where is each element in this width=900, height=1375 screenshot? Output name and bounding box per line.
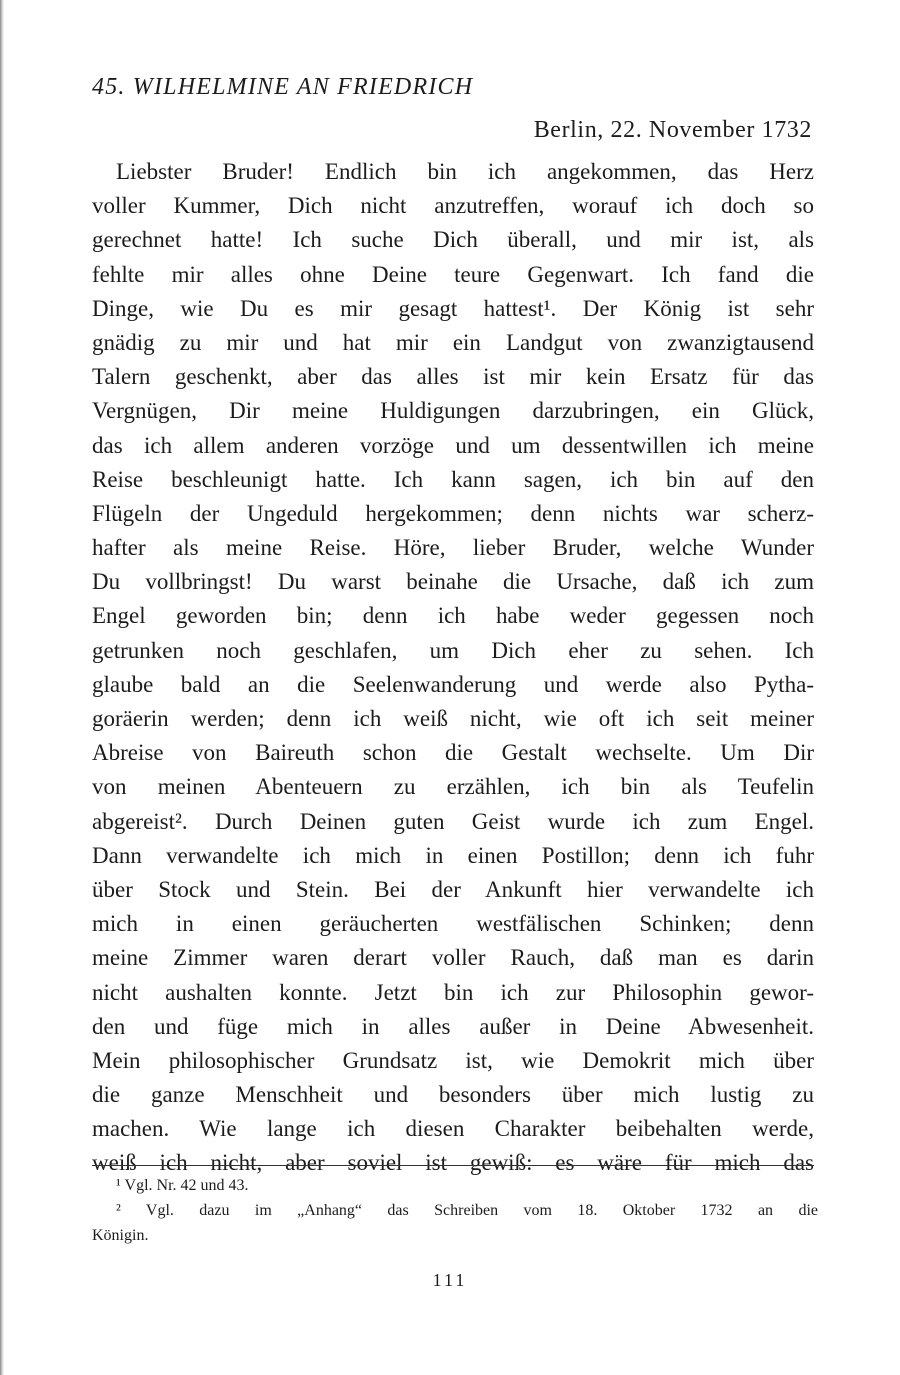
body-line: Talern geschenkt, aber das alles ist mir kein Ersatz für das (92, 364, 814, 390)
body-line: das ich allem anderen vorzöge und um dessentwillen ich meine (92, 432, 814, 458)
body-line: Dann verwandelte ich mich in einen Postillon; denn ich fuhr (92, 842, 814, 868)
body-line: hafter als meine Reise. Höre, lieber Bruder, welche Wunder (92, 535, 814, 561)
body-line: fehlte mir alles ohne Deine teure Gegenwart. Ich fand die (92, 261, 814, 287)
footnote-1: ¹ Vgl. Nr. 42 und 43. (116, 1177, 249, 1194)
footnote-2-line-2: Königin. (92, 1227, 149, 1244)
body-line: weiß ich nicht, aber soviel ist gewiß: es wäre für mich das (92, 1150, 814, 1176)
body-line: Dinge, wie Du es mir gesagt hattest¹. Der König ist sehr (92, 295, 814, 321)
page-number: 111 (432, 1270, 468, 1290)
page-binding-edge (0, 0, 4, 1375)
footnote-2-line-1: ² Vgl. dazu im „Anhang“ das Schreiben vom 18. Oktober 1732 an die (116, 1202, 818, 1219)
body-line: voller Kummer, Dich nicht anzutreffen, worauf ich doch so (92, 193, 814, 219)
body-line: Abreise von Baireuth schon die Gestalt wechselte. Um Dir (92, 740, 814, 766)
footnote-divider (92, 1165, 814, 1166)
body-line: Engel geworden bin; denn ich habe weder gegessen noch (92, 603, 814, 629)
body-line: machen. Wie lange ich diesen Charakter beibehalten werde, (92, 1116, 814, 1142)
letter-body (92, 155, 814, 1181)
body-line: goräerin werden; denn ich weiß nicht, wie oft ich seit meiner (92, 706, 814, 731)
body-line: den und füge mich in alles außer in Deine Abwesenheit. (92, 1013, 814, 1039)
body-line: gerechnet hatte! Ich suche Dich überall, und mir ist, als (92, 227, 814, 253)
body-line: Du vollbringst! Du warst beinahe die Ursache, daß ich zum (92, 569, 814, 595)
body-line: Reise beschleunigt hatte. Ich kann sagen, ich bin auf den (92, 466, 814, 492)
body-line: meine Zimmer waren derart voller Rauch, daß man es darin (92, 945, 814, 971)
body-line: abgereist². Durch Deinen guten Geist wurde ich zum Engel. (92, 808, 814, 834)
body-line: getrunken noch geschlafen, um Dich eher zu sehen. Ich (92, 637, 814, 663)
body-line: die ganze Menschheit und besonders über mich lustig zu (92, 1082, 814, 1108)
body-line: glaube bald an die Seelenwanderung und werde also Pytha- (92, 671, 814, 697)
dateline: Berlin, 22. November 1732 (533, 117, 812, 143)
body-line: Mein philosophischer Grundsatz ist, wie Demokrit mich über (92, 1047, 814, 1073)
body-line: gnädig zu mir und hat mir ein Landgut von zwanzigtausend (92, 329, 814, 355)
body-line: Flügeln der Ungeduld hergekommen; denn nichts war scherz- (92, 500, 814, 526)
body-line: von meinen Abenteuern zu erzählen, ich bin als Teufelin (92, 774, 814, 800)
footnotes (92, 1173, 818, 1248)
body-line: nicht aushalten konnte. Jetzt bin ich zur Philosophin gewor- (92, 979, 814, 1005)
body-line: über Stock und Stein. Bei der Ankunft hier verwandelte ich (92, 876, 814, 902)
body-line: Liebster Bruder! Endlich bin ich angekommen, das Herz (116, 159, 814, 184)
body-line: mich in einen geräucherten westfälischen Schinken; denn (92, 911, 814, 937)
letter-heading: 45. WILHELMINE AN FRIEDRICH (92, 74, 474, 100)
body-line: Vergnügen, Dir meine Huldigungen darzubringen, ein Glück, (92, 398, 814, 424)
